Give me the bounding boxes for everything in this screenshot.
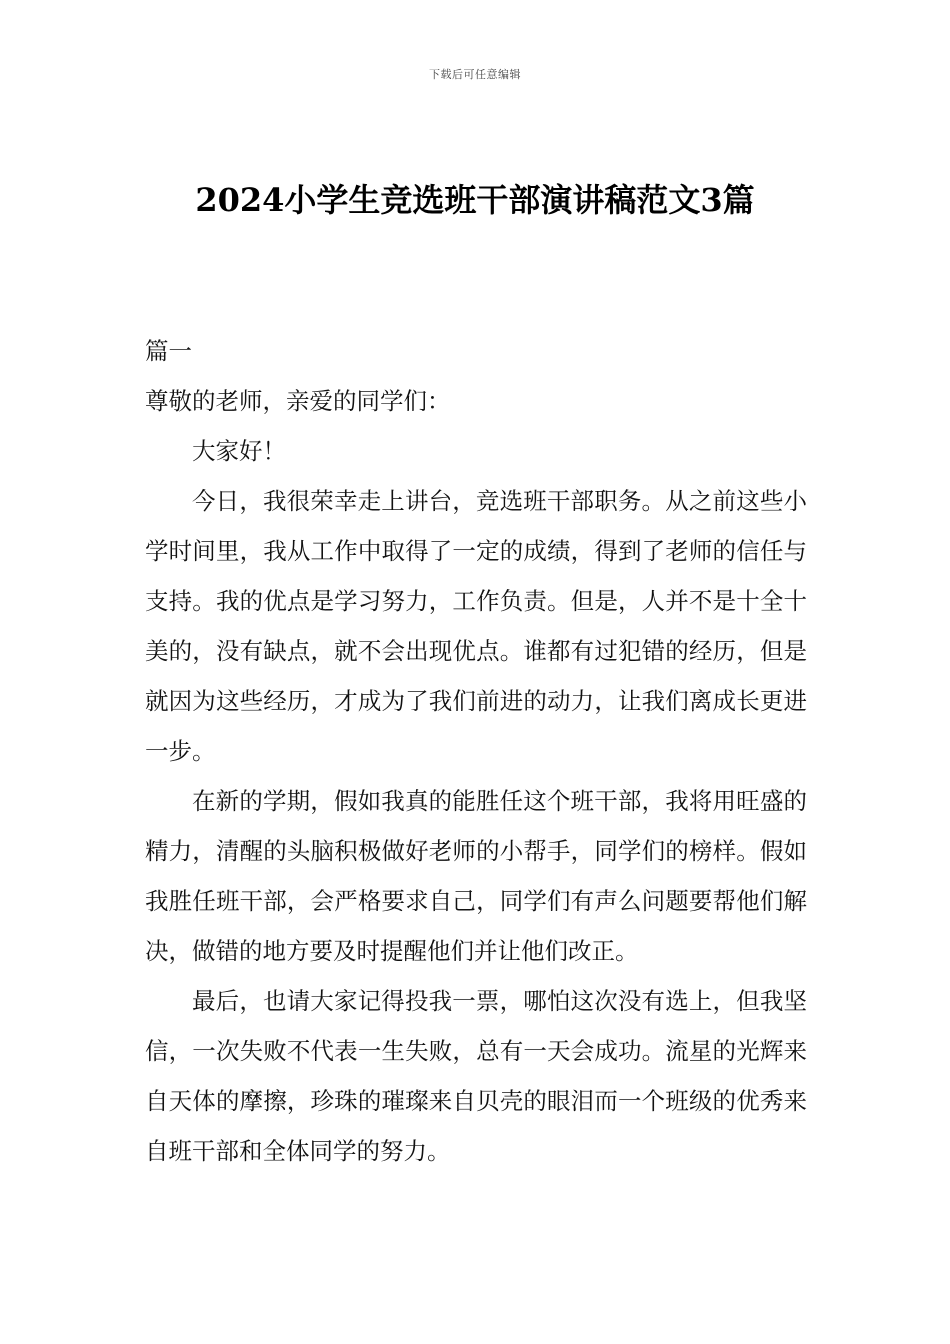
document-title: 2024小学生竞选班干部演讲稿范文3篇 (195, 181, 755, 219)
paragraph: 今日，我很荣幸走上讲台，竞选班干部职务。从之前这些小学时间里，我从工作中取得了一定的成绩，得到了老师的信任与支持。我的优点是学习努力，工作负责。但是，人并不是十全十美的，没有缺点，就不会出现优点。谁都有过犯错的经历，但是就因为这些经历，才成为了我们前进的动力，让我们离成长更进一步。 (145, 487, 807, 765)
page-header-note: 下载后可任意编辑 (429, 68, 521, 81)
salutation: 尊敬的老师，亲爱的同学们： (145, 387, 451, 415)
paragraph: 在新的学期，假如我真的能胜任这个班干部，我将用旺盛的精力，清醒的头脑积极做好老师的小帮手，同学们的榜样。假如我胜任班干部，会严格要求自己，同学们有声么问题要帮他们解决，做错的地方要及时提醒他们并让他们改正。 (145, 787, 807, 965)
paragraph-greeting: 大家好！ (192, 437, 286, 465)
section-label: 篇一 (145, 337, 192, 365)
paragraph: 最后，也请大家记得投我一票，哪怕这次没有选上，但我坚信，一次失败不代表一生失败，总有一天会成功。流星的光辉来自天体的摩擦，珍珠的璀璨来自贝壳的眼泪而一个班级的优秀来自班干部和全体同学的努力。 (145, 987, 807, 1165)
document-body (145, 326, 807, 1176)
